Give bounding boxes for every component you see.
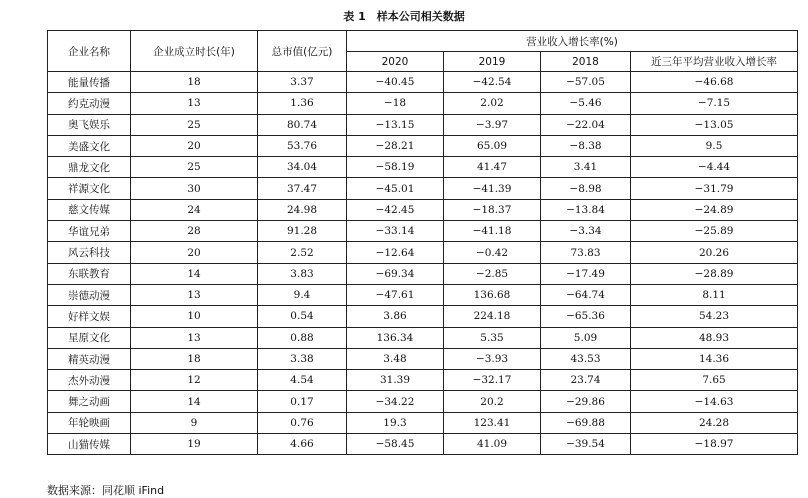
growth-2018-cell: −22.04 [541, 114, 631, 135]
company-name-cell: 杰外动漫 [48, 370, 131, 391]
company-name-cell: 鼎龙文化 [48, 157, 131, 178]
avg-growth-cell: 8.11 [631, 284, 798, 305]
market-cap-cell: 3.38 [258, 348, 347, 369]
header-revenue-growth: 营业收入增长率(%) [347, 31, 798, 52]
header-2019: 2019 [444, 52, 541, 72]
header-company-name: 企业名称 [48, 31, 131, 72]
years-cell: 13 [131, 93, 258, 114]
company-name-cell: 能量传播 [48, 72, 131, 93]
growth-2019-cell: 136.68 [444, 284, 541, 305]
growth-2019-cell: 2.02 [444, 93, 541, 114]
market-cap-cell: 24.98 [258, 199, 347, 220]
growth-2020-cell: 136.34 [347, 327, 444, 348]
avg-growth-cell: −18.97 [631, 434, 798, 455]
growth-2018-cell: 23.74 [541, 370, 631, 391]
avg-growth-cell: 9.5 [631, 135, 798, 156]
growth-2018-cell: −39.54 [541, 434, 631, 455]
table-row [48, 306, 798, 327]
growth-2019-cell: −0.42 [444, 242, 541, 263]
market-cap-cell: 3.83 [258, 263, 347, 284]
company-name-cell: 好样文娱 [48, 306, 131, 327]
growth-2019-cell: 65.09 [444, 135, 541, 156]
years-cell: 25 [131, 157, 258, 178]
table-row [48, 412, 798, 433]
years-cell: 13 [131, 327, 258, 348]
table-row [48, 114, 798, 135]
company-name-cell: 年轮映画 [48, 412, 131, 433]
avg-growth-cell: −14.63 [631, 391, 798, 412]
growth-2020-cell: −69.34 [347, 263, 444, 284]
growth-2018-cell: −8.38 [541, 135, 631, 156]
growth-2018-cell: 5.09 [541, 327, 631, 348]
avg-growth-cell: −13.05 [631, 114, 798, 135]
years-cell: 28 [131, 221, 258, 242]
avg-growth-cell: 48.93 [631, 327, 798, 348]
avg-growth-cell: −7.15 [631, 93, 798, 114]
growth-2018-cell: −29.86 [541, 391, 631, 412]
growth-2018-cell: 73.83 [541, 242, 631, 263]
market-cap-cell: 4.66 [258, 434, 347, 455]
company-name-cell: 祥源文化 [48, 178, 131, 199]
growth-2018-cell: 3.41 [541, 157, 631, 178]
avg-growth-cell: 14.36 [631, 348, 798, 369]
growth-2018-cell: −69.88 [541, 412, 631, 433]
growth-2020-cell: −47.61 [347, 284, 444, 305]
growth-2019-cell: −41.39 [444, 178, 541, 199]
table-row [48, 221, 798, 242]
years-cell: 13 [131, 284, 258, 305]
header-years-established: 企业成立时长(年) [131, 31, 258, 72]
years-cell: 18 [131, 348, 258, 369]
market-cap-cell: 34.04 [258, 157, 347, 178]
company-name-cell: 风云科技 [48, 242, 131, 263]
years-cell: 14 [131, 263, 258, 284]
growth-2018-cell: −8.98 [541, 178, 631, 199]
growth-2019-cell: 224.18 [444, 306, 541, 327]
market-cap-cell: 91.28 [258, 221, 347, 242]
header-three-year-average: 近三年平均营业收入增长率 [631, 52, 798, 72]
avg-growth-cell: −28.89 [631, 263, 798, 284]
market-cap-cell: 0.76 [258, 412, 347, 433]
growth-2020-cell: −13.15 [347, 114, 444, 135]
table-row [48, 199, 798, 220]
growth-2018-cell: −64.74 [541, 284, 631, 305]
growth-2020-cell: −18 [347, 93, 444, 114]
growth-2019-cell: −2.85 [444, 263, 541, 284]
table-row [48, 391, 798, 412]
market-cap-cell: 9.4 [258, 284, 347, 305]
growth-2018-cell: 43.53 [541, 348, 631, 369]
market-cap-cell: 3.37 [258, 72, 347, 93]
growth-2019-cell: 41.09 [444, 434, 541, 455]
growth-2020-cell: −12.64 [347, 242, 444, 263]
years-cell: 25 [131, 114, 258, 135]
years-cell: 20 [131, 242, 258, 263]
growth-2019-cell: 5.35 [444, 327, 541, 348]
years-cell: 12 [131, 370, 258, 391]
table-row [48, 370, 798, 391]
growth-2018-cell: −13.84 [541, 199, 631, 220]
growth-2018-cell: −5.46 [541, 93, 631, 114]
table-row [48, 157, 798, 178]
market-cap-cell: 53.76 [258, 135, 347, 156]
table-row [48, 242, 798, 263]
company-name-cell: 崇德动漫 [48, 284, 131, 305]
growth-2019-cell: −41.18 [444, 221, 541, 242]
years-cell: 14 [131, 391, 258, 412]
market-cap-cell: 0.17 [258, 391, 347, 412]
company-name-cell: 星原文化 [48, 327, 131, 348]
table-row [48, 72, 798, 93]
avg-growth-cell: −31.79 [631, 178, 798, 199]
years-cell: 9 [131, 412, 258, 433]
avg-growth-cell: −46.68 [631, 72, 798, 93]
header-2018: 2018 [541, 52, 631, 72]
avg-growth-cell: −24.89 [631, 199, 798, 220]
table-row [48, 434, 798, 455]
growth-2020-cell: 3.48 [347, 348, 444, 369]
growth-2019-cell: −18.37 [444, 199, 541, 220]
avg-growth-cell: 7.65 [631, 370, 798, 391]
market-cap-cell: 2.52 [258, 242, 347, 263]
table-row [48, 135, 798, 156]
market-cap-cell: 1.36 [258, 93, 347, 114]
growth-2020-cell: 19.3 [347, 412, 444, 433]
growth-2018-cell: −3.34 [541, 221, 631, 242]
market-cap-cell: 0.54 [258, 306, 347, 327]
growth-2018-cell: −65.36 [541, 306, 631, 327]
growth-2020-cell: −45.01 [347, 178, 444, 199]
growth-2020-cell: −42.45 [347, 199, 444, 220]
table-row [48, 348, 798, 369]
avg-growth-cell: 24.28 [631, 412, 798, 433]
sample-companies-table [47, 30, 798, 455]
years-cell: 24 [131, 199, 258, 220]
company-name-cell: 华谊兄弟 [48, 221, 131, 242]
growth-2020-cell: −58.45 [347, 434, 444, 455]
data-source-note: 数据来源：同花顺 iFind [47, 484, 165, 497]
avg-growth-cell: 20.26 [631, 242, 798, 263]
growth-2019-cell: 41.47 [444, 157, 541, 178]
growth-2020-cell: 31.39 [347, 370, 444, 391]
growth-2020-cell: −40.45 [347, 72, 444, 93]
growth-2019-cell: −42.54 [444, 72, 541, 93]
company-name-cell: 精英动漫 [48, 348, 131, 369]
growth-2018-cell: −57.05 [541, 72, 631, 93]
table-row [48, 263, 798, 284]
growth-2019-cell: 20.2 [444, 391, 541, 412]
company-name-cell: 舞之动画 [48, 391, 131, 412]
growth-2020-cell: 3.86 [347, 306, 444, 327]
table-row [48, 327, 798, 348]
years-cell: 19 [131, 434, 258, 455]
company-name-cell: 慈文传媒 [48, 199, 131, 220]
market-cap-cell: 37.47 [258, 178, 347, 199]
years-cell: 30 [131, 178, 258, 199]
growth-2020-cell: −28.21 [347, 135, 444, 156]
growth-2019-cell: 123.41 [444, 412, 541, 433]
growth-2019-cell: −3.93 [444, 348, 541, 369]
company-name-cell: 美盛文化 [48, 135, 131, 156]
growth-2020-cell: −34.22 [347, 391, 444, 412]
growth-2019-cell: −3.97 [444, 114, 541, 135]
years-cell: 20 [131, 135, 258, 156]
years-cell: 18 [131, 72, 258, 93]
growth-2020-cell: −58.19 [347, 157, 444, 178]
avg-growth-cell: −4.44 [631, 157, 798, 178]
growth-2020-cell: −33.14 [347, 221, 444, 242]
header-market-cap: 总市值(亿元) [258, 31, 347, 72]
growth-2019-cell: −32.17 [444, 370, 541, 391]
company-name-cell: 东联教育 [48, 263, 131, 284]
market-cap-cell: 4.54 [258, 370, 347, 391]
market-cap-cell: 80.74 [258, 114, 347, 135]
table-row [48, 178, 798, 199]
table-row [48, 93, 798, 114]
market-cap-cell: 0.88 [258, 327, 347, 348]
company-name-cell: 约克动漫 [48, 93, 131, 114]
company-name-cell: 奥飞娱乐 [48, 114, 131, 135]
table-caption: 表 1 样本公司相关数据 [343, 10, 465, 23]
years-cell: 10 [131, 306, 258, 327]
growth-2018-cell: −17.49 [541, 263, 631, 284]
avg-growth-cell: 54.23 [631, 306, 798, 327]
header-2020: 2020 [347, 52, 444, 72]
table-row [48, 284, 798, 305]
company-name-cell: 山猫传媒 [48, 434, 131, 455]
avg-growth-cell: −25.89 [631, 221, 798, 242]
